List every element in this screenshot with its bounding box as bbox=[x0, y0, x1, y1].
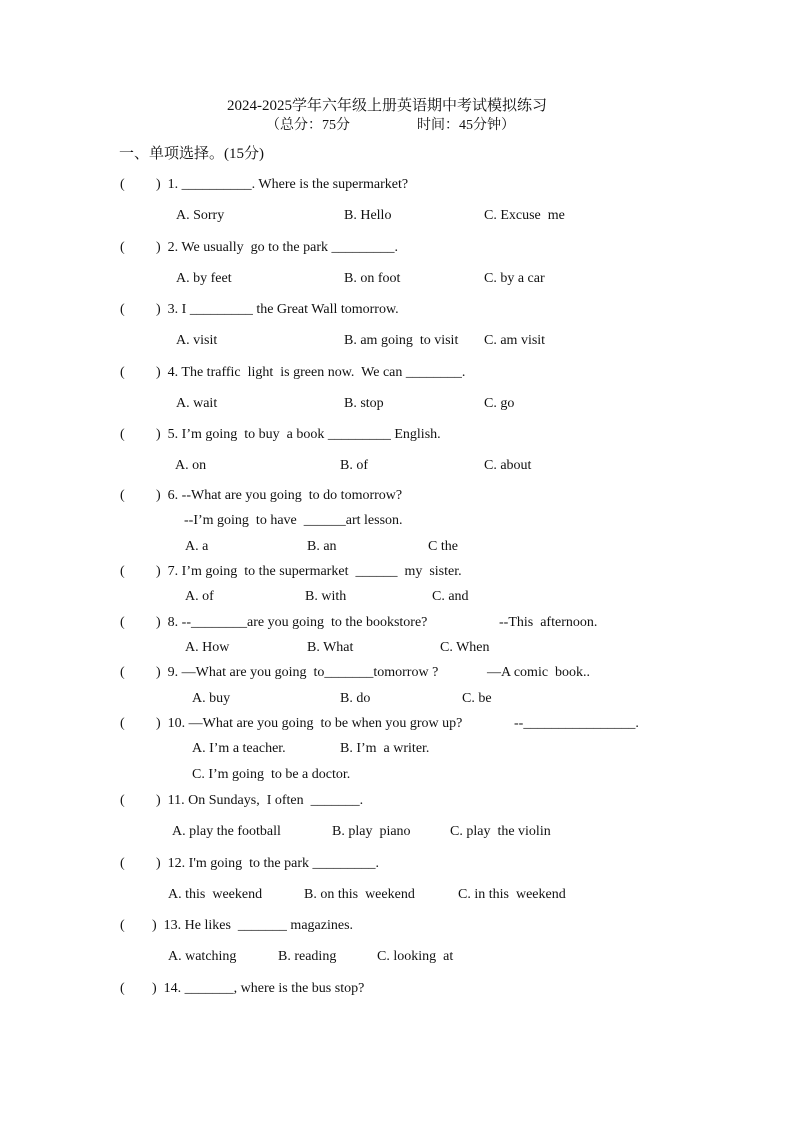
question-stem: ) 13. He likes _______ magazines. bbox=[152, 918, 354, 933]
answer-paren: ( bbox=[120, 665, 125, 680]
option-a: A. by feet bbox=[176, 271, 232, 286]
answer-paren: ( bbox=[120, 856, 125, 871]
option-b: B. play piano bbox=[332, 824, 411, 839]
option-b: B. stop bbox=[344, 396, 384, 411]
option-a: A. of bbox=[185, 589, 214, 604]
option-b: B. of bbox=[340, 458, 368, 473]
question-stem: ) 9. —What are you going to_______tomorrow ? bbox=[156, 665, 439, 680]
option-a: A. How bbox=[185, 640, 230, 655]
option-a: A. a bbox=[185, 539, 209, 554]
section-heading: 一、单项选择。(15分) bbox=[119, 146, 264, 162]
question-stem-line2: --I’m going to have ______art lesson. bbox=[184, 513, 403, 528]
option-a: A. on bbox=[175, 458, 207, 473]
question-stem: ) 14. _______, where is the bus stop? bbox=[152, 981, 365, 996]
option-a: A. buy bbox=[192, 691, 231, 706]
time-limit: 时间：45分钟） bbox=[417, 118, 515, 133]
total-score: （总分：75分 bbox=[266, 118, 350, 133]
page-title: 2024-2025学年六年级上册英语期中考试模拟练习 bbox=[227, 98, 547, 114]
question-stem: ) 8. --________are you going to the bookstore? bbox=[156, 615, 428, 630]
option-c: C. by a car bbox=[484, 271, 545, 286]
option-a: A. I’m a teacher. bbox=[192, 741, 286, 756]
option-c: C. go bbox=[484, 396, 515, 411]
answer-paren: ( bbox=[120, 793, 125, 808]
answer-paren: ( bbox=[120, 177, 125, 192]
option-a: A. Sorry bbox=[176, 208, 225, 223]
answer-paren: ( bbox=[120, 981, 125, 996]
question-stem: ) 2. We usually go to the park _________. bbox=[156, 240, 399, 255]
question-stem: ) 1. __________. Where is the supermarket? bbox=[156, 177, 409, 192]
option-b: B. I’m a writer. bbox=[340, 741, 430, 756]
option-c: C. Excuse me bbox=[484, 208, 565, 223]
option-b: B. with bbox=[305, 589, 347, 604]
answer-paren: ( bbox=[120, 240, 125, 255]
question-stem: ) 7. I’m going to the supermarket ______ my sister. bbox=[156, 564, 462, 579]
option-c: C. am visit bbox=[484, 333, 546, 348]
option-c: C. be bbox=[462, 691, 492, 706]
option-a: A. wait bbox=[176, 396, 218, 411]
answer-paren: ( bbox=[120, 302, 125, 317]
option-b: B. an bbox=[307, 539, 337, 554]
option-c: C the bbox=[428, 539, 458, 554]
option-a: A. this weekend bbox=[168, 887, 263, 902]
option-b: B. on foot bbox=[344, 271, 401, 286]
option-a: A. play the football bbox=[172, 824, 281, 839]
option-c: C. in this weekend bbox=[458, 887, 566, 902]
option-c: C. looking at bbox=[377, 949, 454, 964]
question-stem: ) 3. I _________ the Great Wall tomorrow. bbox=[156, 302, 399, 317]
question-stem: ) 12. I'm going to the park _________. bbox=[156, 856, 379, 871]
question-stem: ) 10. —What are you going to be when you grow up? bbox=[156, 716, 463, 731]
answer-paren: ( bbox=[120, 716, 125, 731]
option-b: B. on this weekend bbox=[304, 887, 415, 902]
answer-paren: ( bbox=[120, 615, 125, 630]
option-c: C. about bbox=[484, 458, 532, 473]
option-c: C. I’m going to be a doctor. bbox=[192, 767, 351, 782]
option-b: B. Hello bbox=[344, 208, 392, 223]
option-a: A. watching bbox=[168, 949, 237, 964]
option-c: C. play the violin bbox=[450, 824, 551, 839]
question-stem: ) 4. The traffic light is green now. We can ________. bbox=[156, 365, 466, 380]
option-b: B. am going to visit bbox=[344, 333, 459, 348]
answer-paren: ( bbox=[120, 365, 125, 380]
option-c: C. When bbox=[440, 640, 490, 655]
option-b: B. What bbox=[307, 640, 354, 655]
answer-paren: ( bbox=[120, 564, 125, 579]
option-a: A. visit bbox=[176, 333, 218, 348]
question-stem: ) 5. I’m going to buy a book _________ English. bbox=[156, 427, 441, 442]
dialogue-answer: --This afternoon. bbox=[499, 615, 598, 630]
option-b: B. reading bbox=[278, 949, 337, 964]
option-b: B. do bbox=[340, 691, 371, 706]
answer-paren: ( bbox=[120, 918, 125, 933]
answer-paren: ( bbox=[120, 488, 125, 503]
option-c: C. and bbox=[432, 589, 469, 604]
question-stem: ) 11. On Sundays, I often _______. bbox=[156, 793, 364, 808]
dialogue-answer: —A comic book.. bbox=[487, 665, 591, 680]
question-stem: ) 6. --What are you going to do tomorrow? bbox=[156, 488, 403, 503]
dialogue-answer: --________________. bbox=[514, 716, 639, 731]
answer-paren: ( bbox=[120, 427, 125, 442]
